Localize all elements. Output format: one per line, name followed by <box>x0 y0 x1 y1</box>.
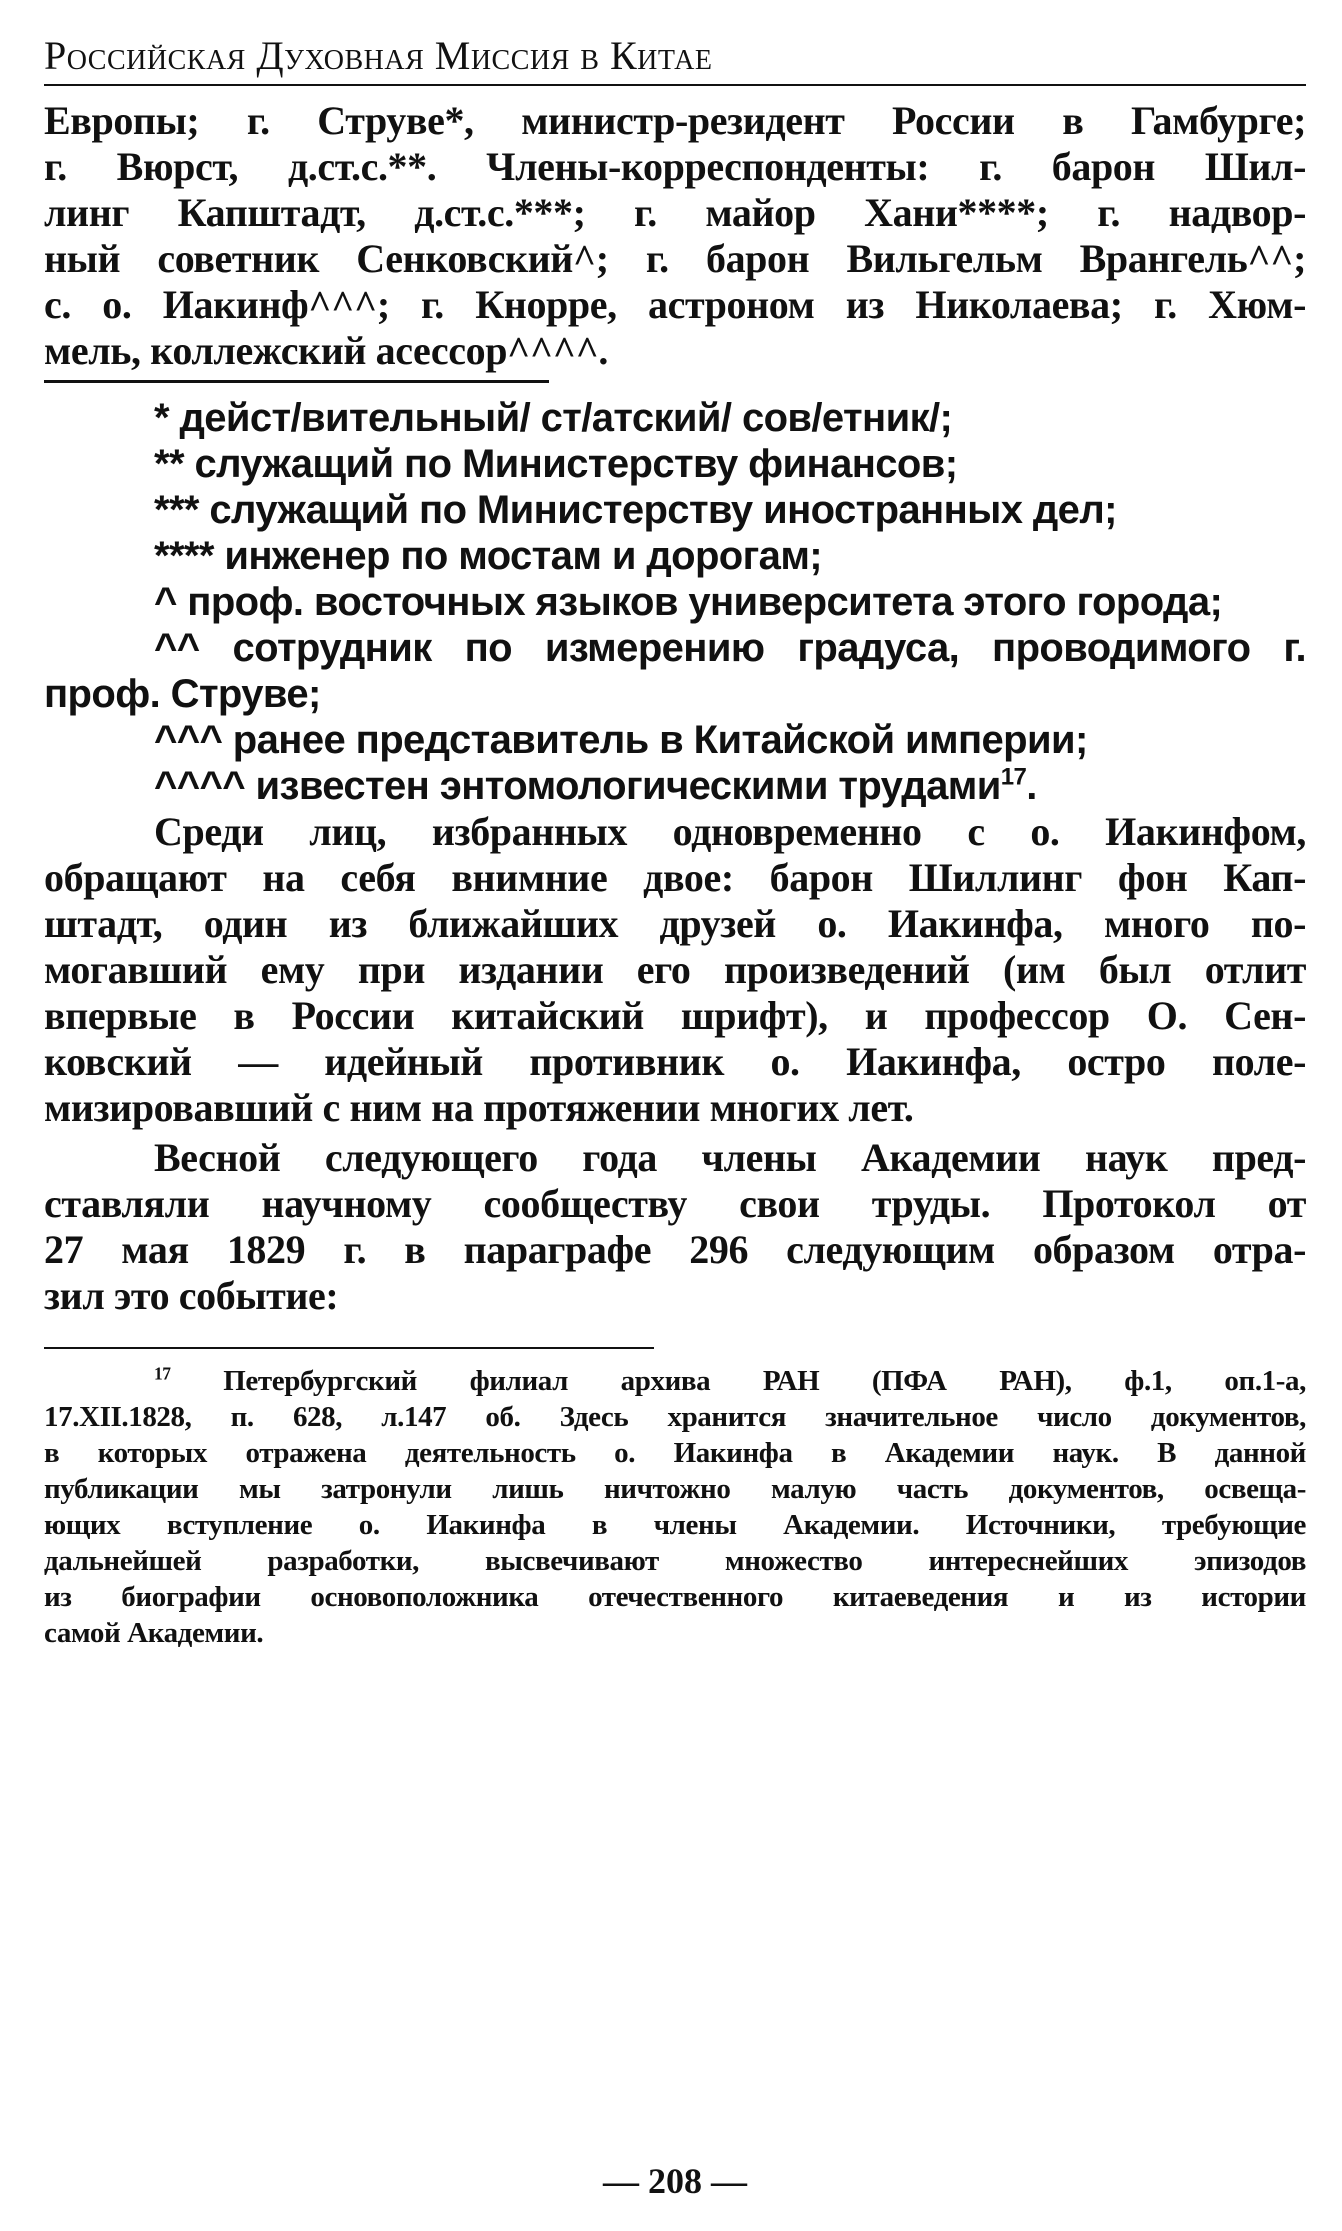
definition-item: ^^ сотрудник по измерению градуса, проводимого г. <box>154 626 1306 670</box>
intro-line: мель, коллежский асессор^^^^. <box>44 328 609 373</box>
footnote-line: из биографии основоположника отечественного китаеведения и из истории <box>44 1581 1306 1613</box>
running-title: Российская Духовная Миссия в Китае <box>44 33 713 78</box>
paragraph-line: 27 мая 1829 г. в параграфе 296 следующим образом отра- <box>44 1227 1306 1272</box>
paragraph-line: ковский — идейный противник о. Иакинфа, остро поле- <box>44 1039 1306 1084</box>
paragraph-line: Среди лиц, избранных одновременно с о. Иакинфом, <box>154 809 1306 854</box>
book-page <box>44 30 1306 2201</box>
intro-line: Европы; г. Струве*, министр-резидент России в Гамбурге; <box>44 98 1306 143</box>
footnote-number: 17 <box>154 1363 171 1384</box>
footnote-rule <box>44 1347 654 1349</box>
footnote-line: самой Академии. <box>44 1617 264 1649</box>
paragraph-line: впервые в России китайский шрифт), и профессор О. Сен- <box>44 993 1306 1038</box>
footnote-line: публикации мы затронули лишь ничтожно малую часть документов, освеща- <box>44 1473 1306 1505</box>
footnote-line: 17.XII.1828, п. 628, л.147 об. Здесь хранится значительное число документов, <box>44 1401 1306 1433</box>
footnote-line <box>44 1363 1306 1399</box>
footnote-line: дальнейшей разработки, высвечивают множество интереснейших эпизодов <box>44 1545 1306 1577</box>
definition-item: ^ проф. восточных языков университета этого города; <box>154 580 1223 624</box>
paragraph-line: Весной следующего года члены Академии наук пред- <box>154 1135 1306 1180</box>
footnote-line: в которых отражена деятельность о. Иакинфа в Академии наук. В данной <box>44 1437 1306 1469</box>
footnote-ref: 17 <box>1000 763 1027 791</box>
definitions-list <box>44 395 1306 809</box>
footnote-line: ющих вступление о. Иакинфа в члены Академии. Источники, требующие <box>44 1509 1306 1541</box>
definition-item: ** служащий по Министерству финансов; <box>154 442 958 486</box>
paragraph-line: мизировавший с ним на протяжении многих лет. <box>44 1085 914 1130</box>
header-rule <box>44 84 1306 86</box>
paragraph-line: обращают на себя внимние двое: барон Шиллинг фон Кап- <box>44 855 1306 900</box>
definition-item: *** служащий по Министерству иностранных дел; <box>154 488 1117 532</box>
definition-item: ^^^^ известен энтомологическими трудами$^{17}$. <box>154 763 1037 808</box>
footnote-text: Петербургский филиал архива РАН (ПФА РАН), ф.1, оп.1-а, <box>223 1365 1306 1397</box>
paragraph-line: ставляли научному сообществу свои труды. Протокол от <box>44 1181 1306 1226</box>
paragraph-line: могавший ему при издании его произведений (им был отлит <box>44 947 1306 992</box>
definition-item: * дейст/вительный/ ст/атский/ сов/етник/; <box>154 396 953 440</box>
paragraph-2 <box>44 1135 1306 1319</box>
quote-end-rule <box>44 380 549 383</box>
intro-block <box>44 98 1306 374</box>
page-number: — 208 — <box>603 2161 747 2201</box>
intro-line: г. Вюрст, д.ст.с.**. Члены-корреспонденты: г. барон Шил- <box>44 144 1306 189</box>
definition-item: **** инженер по мостам и дорогам; <box>154 534 823 578</box>
paragraph-line: зил это событие: <box>44 1273 339 1318</box>
footnote <box>44 1363 1306 1651</box>
paragraph-line: штадт, один из ближайших друзей о. Иакинфа, много по- <box>44 901 1306 946</box>
intro-line: ный советник Сенковский^; г. барон Вильгельм Врангель^^; <box>44 236 1306 281</box>
intro-line: линг Капштадт, д.ст.с.***; г. майор Хани****; г. надвор- <box>44 190 1306 235</box>
definition-text: ^^^^ известен энтомологическими трудами <box>154 764 1001 808</box>
definition-item: проф. Струве; <box>44 672 321 716</box>
paragraph-1 <box>44 809 1306 1131</box>
definition-item: ^^^ ранее представитель в Китайской империи; <box>154 718 1088 762</box>
intro-line: с. о. Иакинф^^^; г. Кнорре, астроном из Николаева; г. Хюм- <box>44 282 1306 327</box>
